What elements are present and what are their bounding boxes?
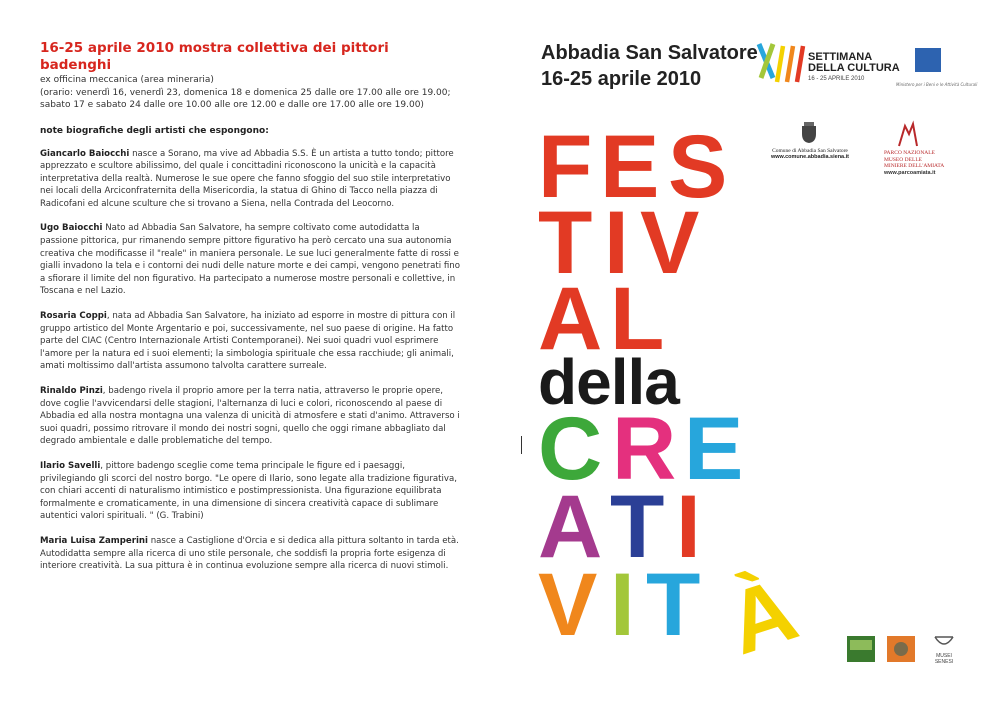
wordmark-letter: L (610, 268, 663, 368)
musei-senesi-icon (933, 635, 955, 649)
parco-line-1: PARCO NAZIONALE (884, 150, 935, 156)
artist-name: Rinaldo Pinzi (40, 386, 103, 396)
bio-paragraph (40, 310, 460, 373)
wordmark-letter: V (640, 192, 698, 292)
exhibition-title: 16-25 aprile 2010 mostra collettiva dei pittori badenghi (40, 40, 389, 73)
parco-block (884, 150, 964, 176)
wordmark-letter: T (610, 476, 663, 576)
musei-senesi-logo (928, 634, 960, 665)
wordmark-letter: I (610, 554, 633, 654)
parco-line-2: MUSEO DELLE (884, 156, 923, 163)
fold-mark (521, 436, 522, 454)
bio-paragraph (40, 385, 460, 448)
wordmark-letter: I (604, 192, 627, 292)
settimana-line-2: DELLA CULTURA (808, 62, 900, 74)
left-page (40, 40, 460, 573)
wordmark-letter: V (538, 554, 596, 654)
badge-caption: Ministero per i Beni e le Attività Culturali (896, 82, 978, 87)
comune-block (760, 148, 860, 160)
artist-name: Ugo Baiocchi (40, 223, 103, 234)
parco-line-3: MINIERE DELL'AMIATA (884, 163, 945, 169)
parco-logo-icon (895, 120, 919, 148)
wordmark-letter: E (684, 398, 742, 498)
ministry-badge-icon (915, 48, 941, 72)
wordmark-letter: S (668, 116, 726, 216)
artist-name: Giancarlo Baiocchi (40, 148, 130, 159)
bio-paragraph (40, 460, 460, 523)
settimana-line-1: SETTIMANA (808, 51, 873, 63)
bio-paragraph (40, 148, 460, 211)
hours-line-2: sabato 17 e sabato 24 dalle ore 10.00 alle ore 12.00 e dalle ore 17.00 alle ore 19.00) (40, 100, 424, 110)
parco-url: www.parcoamiata.it (884, 169, 936, 176)
bio-text: nasce a Sorano, ma vive ad Abbadia S.S. È un artista a tutto tondo; pittore apprezzato e scultore abilissimo, del quale i concittadini riconoscono la unicità e la capacità interpretativa della realtà. Numerose le sue opere che fanno sfoggio del suo stile interpretativo nei locali della Arciconfraternita della Misericordia, la statua di Ghino di Tacco nella piazza di Radicofani ed alcune sculture che si trovano a Siena, nella Contrada del Leocorno. (40, 148, 454, 209)
bio-text: , pittore badengo sceglie come tema principale le figure ed i paesaggi, privilegiando gli scorci del nostro borgo. "Le opere di Ilario, sono legate alla tradizione figurativa, con chiari accenti di naturalismo intimistico e postimpressionista. Una figurazione equilibrata formalmente e cromaticamente, in una dimensione di sincera creatività capace di sublimare autentici valori spirituali. " (G. Trabini) (40, 460, 457, 522)
bio-heading: note biografiche degli artisti che espongono: (40, 125, 269, 136)
settimana-date: 16 - 25 APRILE 2010 (808, 76, 865, 82)
wordmark-letter: T (646, 554, 699, 654)
wordmark-accent-a: À (715, 558, 807, 674)
musei-line-1: MUSEI (936, 653, 952, 659)
artist-name: Rosaria Coppi (40, 311, 107, 322)
comune-name: Comune di Abbadia San Salvatore (772, 148, 848, 154)
cover-dates: 16-25 aprile 2010 (541, 68, 702, 90)
wordmark-letter: A (538, 476, 601, 576)
partner-logo-2-icon (887, 636, 915, 666)
wordmark-letter: E (600, 116, 658, 216)
wordmark-letter: F (538, 116, 591, 216)
place-name: Abbadia San Salvatore (541, 42, 758, 64)
venue-line: ex officina meccanica (area mineraria) (40, 75, 214, 85)
bio-text: , nata ad Abbadia San Salvatore, ha iniziato ad esporre in mostre di pittura con il gruppo artistico del Monte Argentario e poi, successivamente, nel suo paese di origine. Ha fatto parte del CIAC (Centro Internazionale Artisti Contemporanei). Nei suoi quadri vuol esprimere l'amore per la natura ed i suoi elementi; la simbologia spirituale che essa racchiude; gli animali, amati moltissimo dall'artista assumono talvolta carattere surreale. (40, 311, 456, 372)
artist-name: Ilario Savelli (40, 460, 101, 471)
artist-name: Maria Luisa Zamperini (40, 535, 148, 546)
settimana-title (808, 52, 900, 74)
musei-line-2: SENESI (934, 659, 954, 665)
bio-paragraph (40, 222, 460, 298)
wordmark-letter: C (538, 398, 601, 498)
bio-text: nasce a Castiglione d'Orcia e si dedica alla pittura soltanto in tarda età. Autodidatta sempre alla ricerca di uno stile personale, che soddisfi la propria forte esigenza di interiore creatività. La sua pittura è in continua evoluzione sempre alla ricerca di nuovi stimoli. (40, 535, 459, 572)
settimana-xii-logo-icon (755, 42, 807, 88)
cover-header (541, 40, 758, 92)
bio-text: Nato ad Abbadia San Salvatore, ha sempre coltivato come autodidatta la passione pittorica, pur rimanendo sempre pittore figurativo ha però cercato una sua autonomia creativa che modificasse il "reale" in maniera personale. Le sue luci generalmente fatte di rossi e gialli invadono la tela e i contorni dei nudi delle nature morte e dei campi, vengono penetrati fino a sfiorare il limite del non figurativo. Ha partecipato a numerose mostre personali e collettive, in Toscana e nel Lazio. (40, 223, 460, 297)
wordmark-letter: A (538, 268, 601, 368)
hours-line-1: (orario: venerdì 16, venerdì 23, domenica 18 e domenica 25 dalle ore 17.00 alle ore 19.00; (40, 87, 451, 98)
wordmark-letter: T (538, 192, 591, 292)
bio-paragraph (40, 535, 460, 573)
partner-logo-1-icon (847, 636, 875, 666)
comune-url: www.comune.abbadia.siena.it (770, 154, 850, 160)
wordmark-letter: I (676, 476, 699, 576)
coat-of-arms-icon (800, 122, 818, 144)
bio-text: , badengo rivela il proprio amore per la terra natia, attraverso le proprie opere, dove coglie l'avvicendarsi delle stagioni, l'alternanza di luci e colori, riconoscendo al paese di Abbadia ed alla nostra montagna una valenza di unicità di atmosfere e stati d'animo. Attraverso i suoi quadri, possimo ritrovare il mondo dei nostri sogni, quello che oggi rimane abbagliato dal degrado ambientale e dalle problematiche del tempo. (40, 386, 460, 447)
wordmark-della: della (538, 346, 679, 418)
wordmark-letter: R (612, 398, 675, 498)
